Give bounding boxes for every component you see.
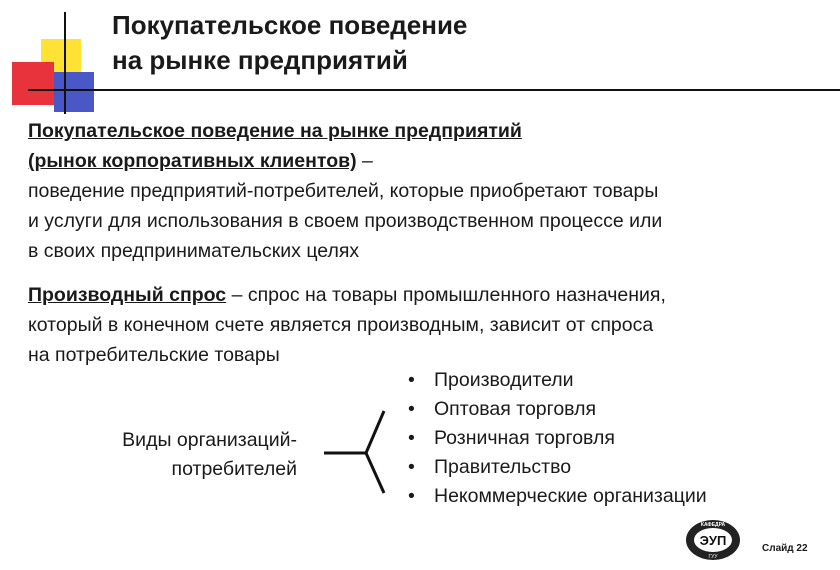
list-item: • Производители <box>408 366 707 395</box>
types-label-line1: Виды организаций- <box>122 429 297 451</box>
list-item: • Правительство <box>408 453 707 482</box>
derived-demand-term: Производный спрос <box>28 284 227 306</box>
title-divider <box>28 89 840 91</box>
list-item: • Оптовая торговля <box>408 395 707 424</box>
derived-demand-line2: который в конечном счете является производным, зависит от спроса <box>28 314 654 336</box>
bullet: • <box>408 485 415 507</box>
organization-types-list <box>408 366 707 511</box>
department-logo <box>684 518 742 562</box>
bullet: • <box>408 456 415 478</box>
fork-branch-up <box>366 411 384 453</box>
derived-demand-line3: на потребительские товары <box>28 344 280 366</box>
list-item: • Некоммерческие организации <box>408 482 707 511</box>
fork-connector <box>318 405 388 497</box>
definition-line5: в своих предпринимательских целях <box>28 240 360 262</box>
slide-title-line2: на рынке предприятий <box>112 45 408 75</box>
definition-line3: поведение предприятий-потребителей, которые приобретают товары <box>28 180 659 202</box>
bullet: • <box>408 369 415 391</box>
slide-title-line1: Покупательское поведение <box>112 10 468 40</box>
derived-demand-line1: – спрос на товары промышленного назначения, <box>226 284 666 306</box>
definition-paragraph <box>28 116 662 266</box>
decor-blue-square <box>54 72 94 112</box>
types-label <box>122 426 297 484</box>
derived-demand-paragraph <box>28 280 666 370</box>
decor-vertical-line <box>64 12 66 114</box>
logo-bottom-text: ГУУ <box>708 554 718 560</box>
definition-dash: – <box>356 150 373 172</box>
definition-term-line1: Покупательское поведение на рынке предприятий <box>28 120 522 142</box>
decor-red-square <box>12 62 54 105</box>
logo-top-text: КАФЕДРА <box>700 522 726 528</box>
bullet: • <box>408 427 415 449</box>
list-item: • Розничная торговля <box>408 424 707 453</box>
logo-text: ЭУП <box>699 533 727 548</box>
slide-title <box>112 8 467 78</box>
slide-number: Слайд 22 <box>762 543 808 554</box>
fork-branch-down <box>366 453 384 493</box>
bullet: • <box>408 398 415 420</box>
types-label-line2: потребителей <box>171 458 297 480</box>
definition-line4: и услуги для использования в своем производственном процессе или <box>28 210 663 232</box>
definition-term-line2: (рынок корпоративных клиентов) <box>28 150 357 172</box>
